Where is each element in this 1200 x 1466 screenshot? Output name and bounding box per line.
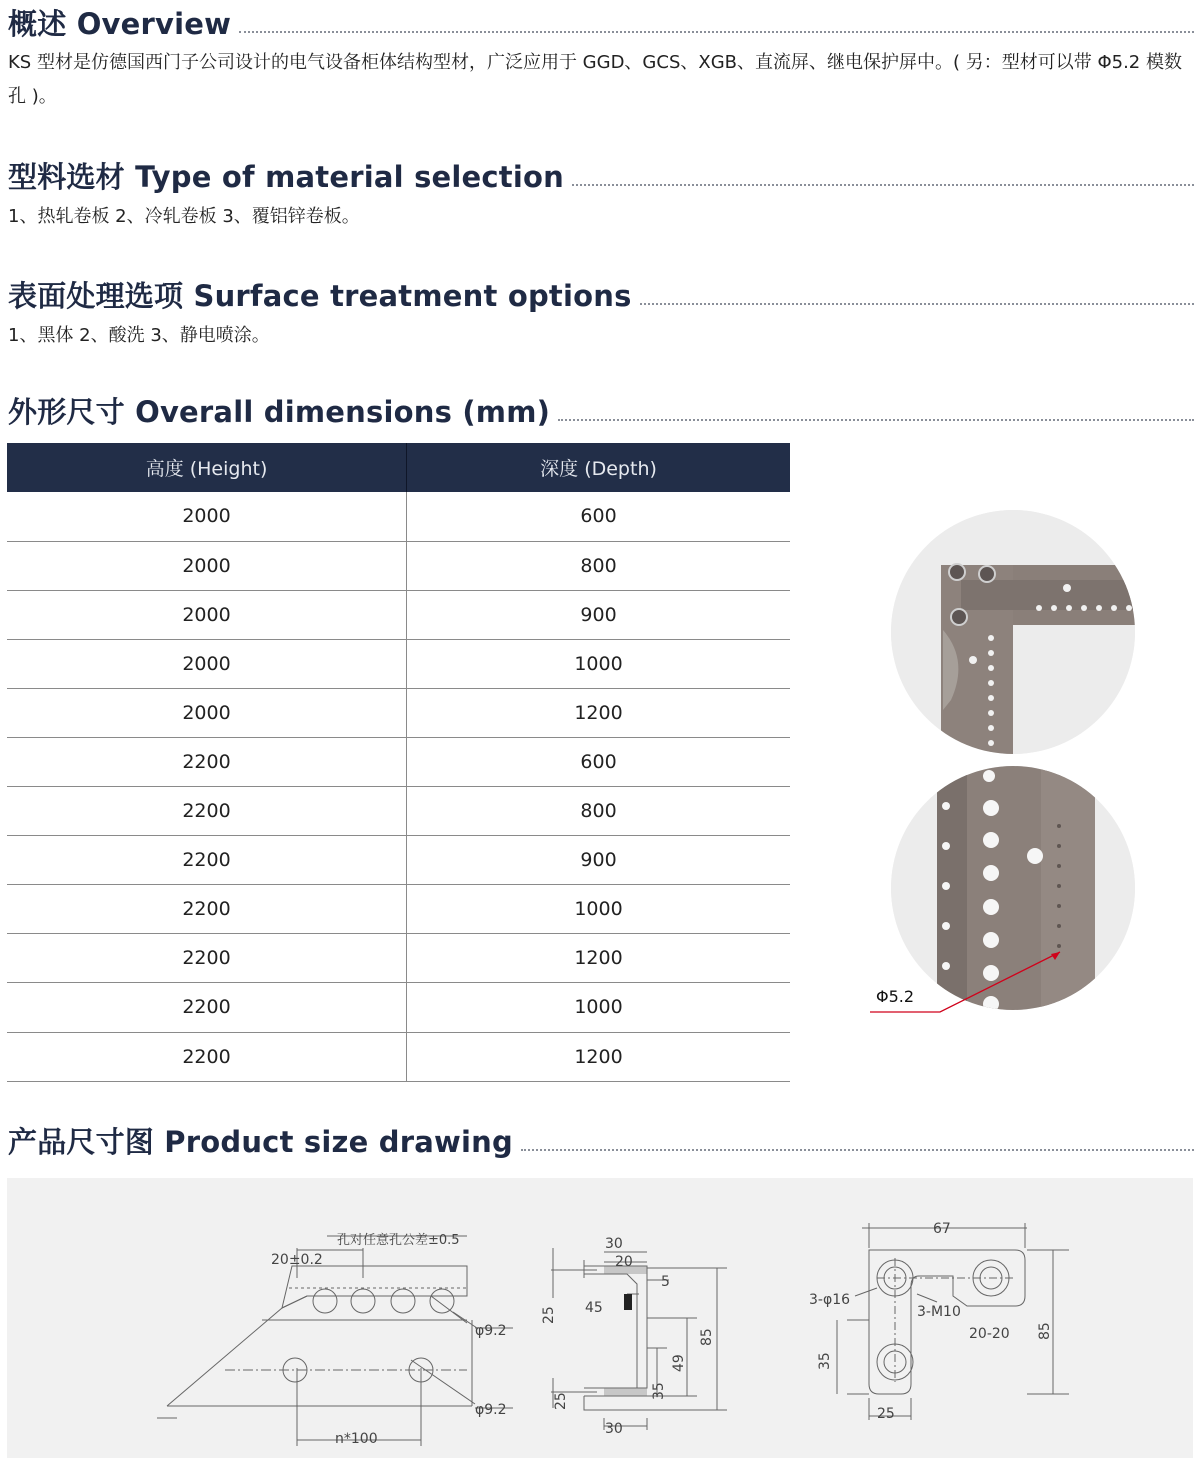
top-width-label: 30 [605,1236,623,1252]
depth-cell: 1000 [407,983,790,1032]
overview-heading [8,7,1194,41]
surface-title: 表面处理选项 Surface treatment options [8,279,632,313]
table-row [7,934,790,983]
depth-cell: 900 [407,590,790,639]
left-profile-view [157,1236,513,1446]
material-heading [8,160,1194,194]
column-header-height: 高度 (Height) [7,443,407,492]
left-top-label: 25 [541,1306,557,1324]
heading-divider [239,31,1194,33]
product-drawing-panel [7,1178,1193,1458]
depth-cell: 1000 [407,885,790,934]
hole-bottom-label: φ9.2 [475,1402,507,1418]
table-row [7,639,790,688]
drawing-heading [8,1125,1194,1159]
table-row [7,541,790,590]
plate-height-label: 85 [1037,1322,1053,1340]
table-header-row [7,443,790,492]
profile-corner-illustration [891,510,1135,754]
table-row [7,492,790,541]
depth-cell: 1200 [407,934,790,983]
depth-cell: 800 [407,541,790,590]
heading-divider [640,303,1194,305]
height-cell: 2000 [7,590,407,639]
hole-diameter-label: Φ5.2 [876,987,915,1006]
depth-cell: 800 [407,787,790,836]
height-cell: 2000 [7,688,407,737]
depth-cell: 1200 [407,688,790,737]
plate-width-label: 67 [933,1221,951,1237]
left-bottom-label: 25 [553,1392,569,1410]
dimensions-table [7,443,790,1082]
hole-grid-label: 20-20 [969,1326,1010,1342]
surface-heading [8,279,1194,313]
height-cell: 2200 [7,885,407,934]
section-mark [624,1302,632,1310]
table-row [7,885,790,934]
height-cell: 2200 [7,934,407,983]
product-size-drawing [7,1178,1193,1458]
heading-divider [572,184,1194,186]
table-row [7,737,790,786]
depth-cell: 600 [407,737,790,786]
overview-text: KS 型材是仿德国西门子公司设计的电气设备柜体结构型材，广泛应用于 GGD、GCS、XGB、直流屏、继电保护屏中。( 另：型材可以带 Φ5.2 模数孔 )。 [8,52,1182,107]
height-cell: 2000 [7,639,407,688]
pitch-label: 20±0.2 [271,1252,323,1268]
table-row [7,836,790,885]
dimensions-heading [8,395,1194,429]
angle-label: 45 [585,1300,603,1316]
material-text: 1、热轧卷板 2、冷轧卷板 3、覆铝锌卷板。 [8,206,360,227]
table-row [7,688,790,737]
heading-divider [521,1149,1194,1151]
top-inner-label: 20 [615,1254,633,1270]
drawing-title: 产品尺寸图 Product size drawing [8,1125,513,1159]
height-cell: 2000 [7,541,407,590]
right-plate-view [837,1223,1069,1420]
heading-divider [558,419,1194,421]
inner-height-label: 49 [671,1354,687,1372]
height-cell: 2200 [7,836,407,885]
callout-arrow [868,930,1068,1020]
height-label: 85 [699,1328,715,1346]
spacing-label: n*100 [335,1431,378,1447]
section-mark [624,1294,632,1302]
table-row [7,983,790,1032]
holes-diameter-label: 3-φ16 [809,1292,851,1308]
plate-left-height-label: 35 [817,1352,833,1370]
bottom-width-label: 30 [605,1421,623,1437]
depth-cell: 900 [407,836,790,885]
height-cell: 2200 [7,1032,407,1081]
height-cell: 2200 [7,787,407,836]
dimensions-title: 外形尺寸 Overall dimensions (mm) [8,395,551,429]
overview-title: 概述 Overview [8,7,232,41]
height-cell: 2200 [7,737,407,786]
height-cell: 2200 [7,983,407,1032]
depth-cell: 1000 [407,639,790,688]
plate-bottom-width-label: 25 [877,1406,895,1422]
tolerance-label: 孔对任意孔公差±0.5 [337,1233,460,1248]
material-title: 型料选材 Type of material selection [8,160,564,194]
table-row [7,590,790,639]
column-header-depth: 深度 (Depth) [407,443,790,492]
profile-corner-photo [891,510,1135,754]
table-row [7,1032,790,1081]
depth-cell: 1200 [407,1032,790,1081]
surface-text: 1、黑体 2、酸洗 3、静电喷涂。 [8,325,270,346]
table-row [7,787,790,836]
section-hatching [604,1266,647,1396]
lip-label: 5 [661,1274,670,1290]
height-cell: 2000 [7,492,407,541]
bottom-inner-label: 35 [651,1382,667,1400]
thread-holes-label: 3-M10 [917,1304,961,1320]
hole-top-label: φ9.2 [475,1323,507,1339]
depth-cell: 600 [407,492,790,541]
